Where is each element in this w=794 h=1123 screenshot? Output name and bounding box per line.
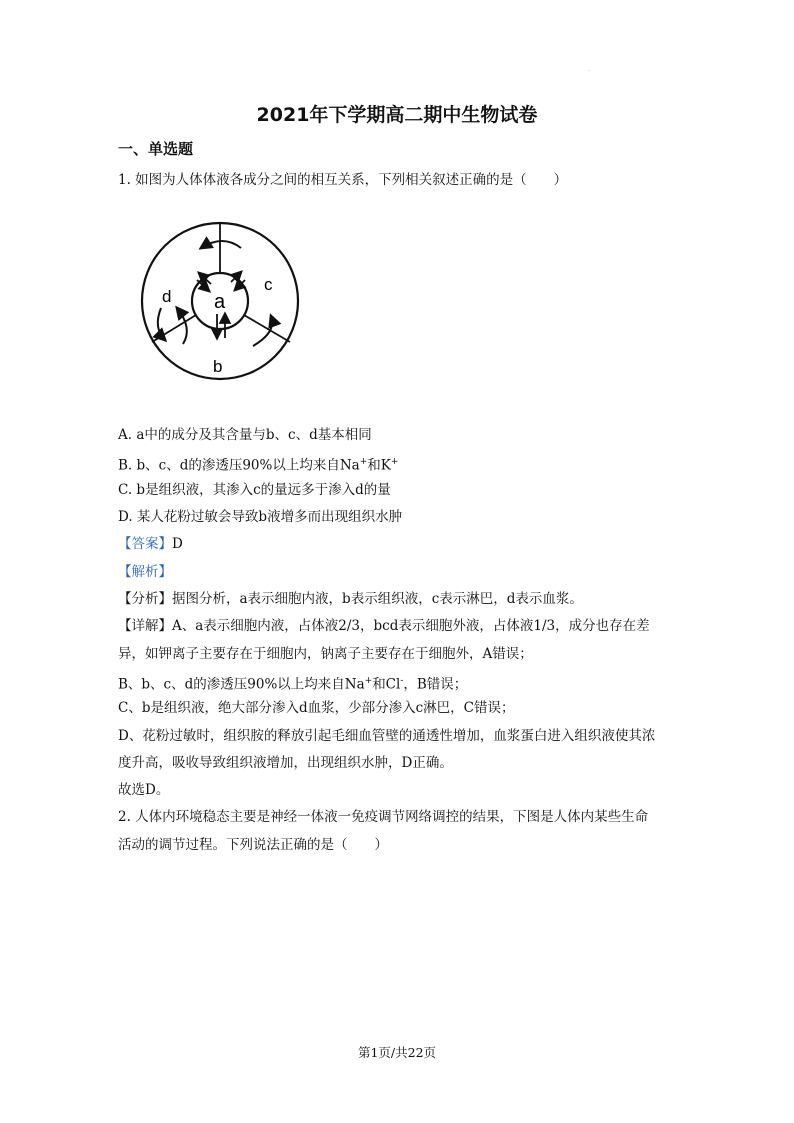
page-footer: 第1页/共22页 bbox=[357, 1045, 437, 1060]
divider-right bbox=[244, 315, 290, 342]
q1-option-a: A. a中的成分及其含量与b、c、d基本相同 bbox=[118, 427, 372, 443]
body-fluid-diagram bbox=[135, 216, 310, 386]
q1-stem: 1. 如图为人体体液各成分之间的相互关系，下列相关叙述正确的是（ ） bbox=[118, 172, 568, 188]
q1-xiangjie-6: 度升高，吸收导致组织液增加，出现组织水肿，D正确。 bbox=[118, 755, 453, 771]
q1-xiangjie-2: 异，如钾离子主要存在于细胞内，钠离子主要存在于细胞外，A错误； bbox=[118, 646, 533, 662]
q1-conclusion: 故选D。 bbox=[118, 782, 170, 798]
label-a: a bbox=[214, 291, 226, 313]
corner-mark: · bbox=[588, 68, 590, 75]
q1-xiangjie-3: B、b、c、d的渗透压90%以上均来自Na+和Cl-，B错误； bbox=[118, 676, 468, 693]
label-b: b bbox=[213, 357, 223, 376]
q1-option-b: B. b、c、d的渗透压90%以上均来自Na+和K+ bbox=[118, 457, 399, 474]
page-title: 2021年下学期高二期中生物试卷 bbox=[256, 104, 538, 126]
q1-xiangjie-1: 【详解】A、a表示细胞内液，占体液2/3，bcd表示细胞外液，占体液1/3，成分也存在差 bbox=[118, 618, 650, 634]
label-d: d bbox=[162, 287, 172, 306]
q2-stem-1: 2. 人体内环境稳态主要是神经一体液一免疫调节网络调控的结果，下图是人体内某些生命 bbox=[118, 809, 649, 825]
label-c: c bbox=[264, 275, 273, 294]
q1-xiangjie-4: C、b是组织液，绝大部分渗入d血浆，少部分渗入c淋巴，C错误； bbox=[118, 700, 515, 716]
q2-stem-2: 活动的调节过程。下列说法正确的是（ ） bbox=[118, 837, 388, 853]
arrow-b-to-c bbox=[253, 316, 272, 346]
q1-analysis-tag: 【解析】 bbox=[118, 564, 172, 580]
section-heading: 一、单选题 bbox=[118, 140, 194, 158]
arrow-c-to-d bbox=[201, 241, 241, 248]
q1-xiangjie-5: D、花粉过敏时，组织胺的释放引起毛细血管壁的通透性增加，血浆蛋白进入组织液使其浓 bbox=[118, 728, 656, 744]
q1-option-c: C. b是组织液，其渗入c的量远多于渗入d的量 bbox=[118, 482, 391, 498]
q1-fenxi: 【分析】据图分析，a表示细胞内液，b表示组织液，c表示淋巴，d表示血浆。 bbox=[118, 591, 583, 607]
q1-answer: 【答案】D bbox=[118, 536, 183, 552]
q1-option-d: D. 某人花粉过敏会导致b液增多而出现组织水肿 bbox=[118, 509, 403, 525]
